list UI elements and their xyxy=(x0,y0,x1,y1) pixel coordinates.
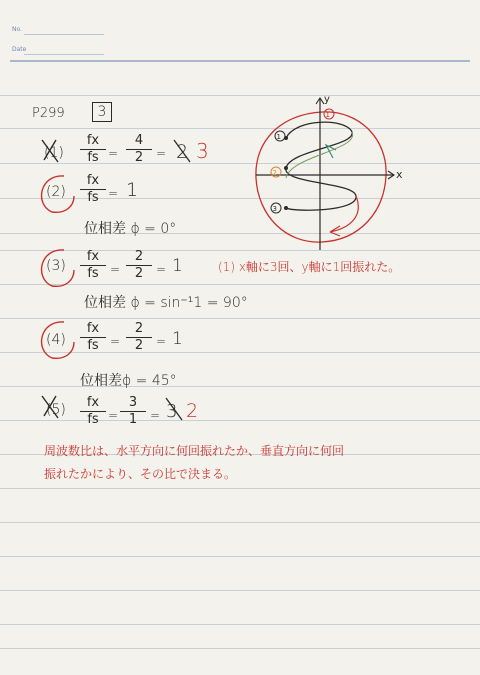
equals-sign: = xyxy=(110,262,121,276)
equals-sign: = xyxy=(156,262,167,276)
equals-sign: = xyxy=(108,408,119,422)
marker-2: 2 xyxy=(272,169,277,177)
date-label: Date xyxy=(12,46,27,53)
item-1-result: 2 xyxy=(176,141,189,163)
ratio-numerator: 2 xyxy=(134,249,144,264)
equals-sign: = xyxy=(108,146,119,160)
conclusion-line-1: 周波数比は、水平方向に何回振れたか、垂直方向に何回 xyxy=(44,444,345,458)
item-2-result: 1 xyxy=(126,179,139,201)
cross-out-mark xyxy=(42,140,58,162)
fs-denominator: fs xyxy=(87,338,99,353)
x-axis-label: x xyxy=(396,168,403,181)
item-3-phase: 位相差 ϕ = sin⁻¹1 = 90° xyxy=(84,295,248,311)
conclusion-line-2: 振れたかにより、その比で決まる。 xyxy=(44,467,237,481)
equals-sign: = xyxy=(156,146,167,160)
ratio-numerator: 2 xyxy=(134,321,144,336)
ratio-denominator: 2 xyxy=(134,266,144,281)
item-4-label: (4) xyxy=(46,332,66,348)
fs-denominator: fs xyxy=(87,190,99,205)
ratio-numerator: 4 xyxy=(134,133,144,148)
strike-mark xyxy=(174,140,190,162)
item-5-result: 3 xyxy=(166,401,178,422)
fx-numerator: fx xyxy=(86,395,100,410)
cross-out-mark xyxy=(42,396,58,418)
fs-denominator: fs xyxy=(87,266,99,281)
problem-number-box: 3 xyxy=(92,102,112,122)
circle-item-3 xyxy=(42,250,74,286)
fx-numerator: fx xyxy=(86,173,100,188)
item-1-correction: 3 xyxy=(196,139,209,163)
dot xyxy=(284,136,288,140)
fx-numerator: fx xyxy=(86,133,100,148)
fs-denominator: fs xyxy=(87,150,99,165)
fx-numerator: fx xyxy=(86,249,100,264)
dot xyxy=(284,206,288,210)
circle-item-2 xyxy=(42,176,74,212)
equals-sign: = xyxy=(108,186,119,200)
item-4-result: 1 xyxy=(172,329,183,349)
ratio-denominator: 2 xyxy=(134,150,144,165)
strike-mark xyxy=(166,398,182,420)
dot xyxy=(284,166,288,170)
y-axis-label: y xyxy=(324,94,330,105)
marker-top: 1 xyxy=(325,111,330,119)
item-3-result: 1 xyxy=(172,256,183,276)
ratio-denominator: 2 xyxy=(134,338,144,353)
fx-numerator: fx xyxy=(86,321,100,336)
item-5-correction: 2 xyxy=(186,400,199,422)
circle-item-4 xyxy=(42,322,74,358)
traced-path xyxy=(286,132,353,178)
no-label: No. xyxy=(12,26,22,33)
item-2-label: (2) xyxy=(46,184,66,200)
marker-1: 1 xyxy=(276,133,281,141)
page-reference: P299 xyxy=(32,106,65,121)
item-2-phase: 位相差 ϕ = 0° xyxy=(84,221,177,237)
item-3-note: (1) x軸に3回、y軸に1回振れた。 xyxy=(218,260,401,274)
item-5-label: (5) xyxy=(46,402,66,418)
equals-sign: = xyxy=(156,334,167,348)
fs-denominator: fs xyxy=(87,412,99,427)
ratio-numerator: 3 xyxy=(128,395,138,410)
ratio-denominator: 1 xyxy=(128,412,138,427)
marker-3: 3 xyxy=(272,205,277,213)
item-4-phase: 位相差ϕ = 45° xyxy=(80,373,177,389)
item-3-label: (3) xyxy=(46,258,66,274)
equals-sign: = xyxy=(150,408,161,422)
item-1-label: (1) xyxy=(44,145,64,161)
equals-sign: = xyxy=(110,334,121,348)
